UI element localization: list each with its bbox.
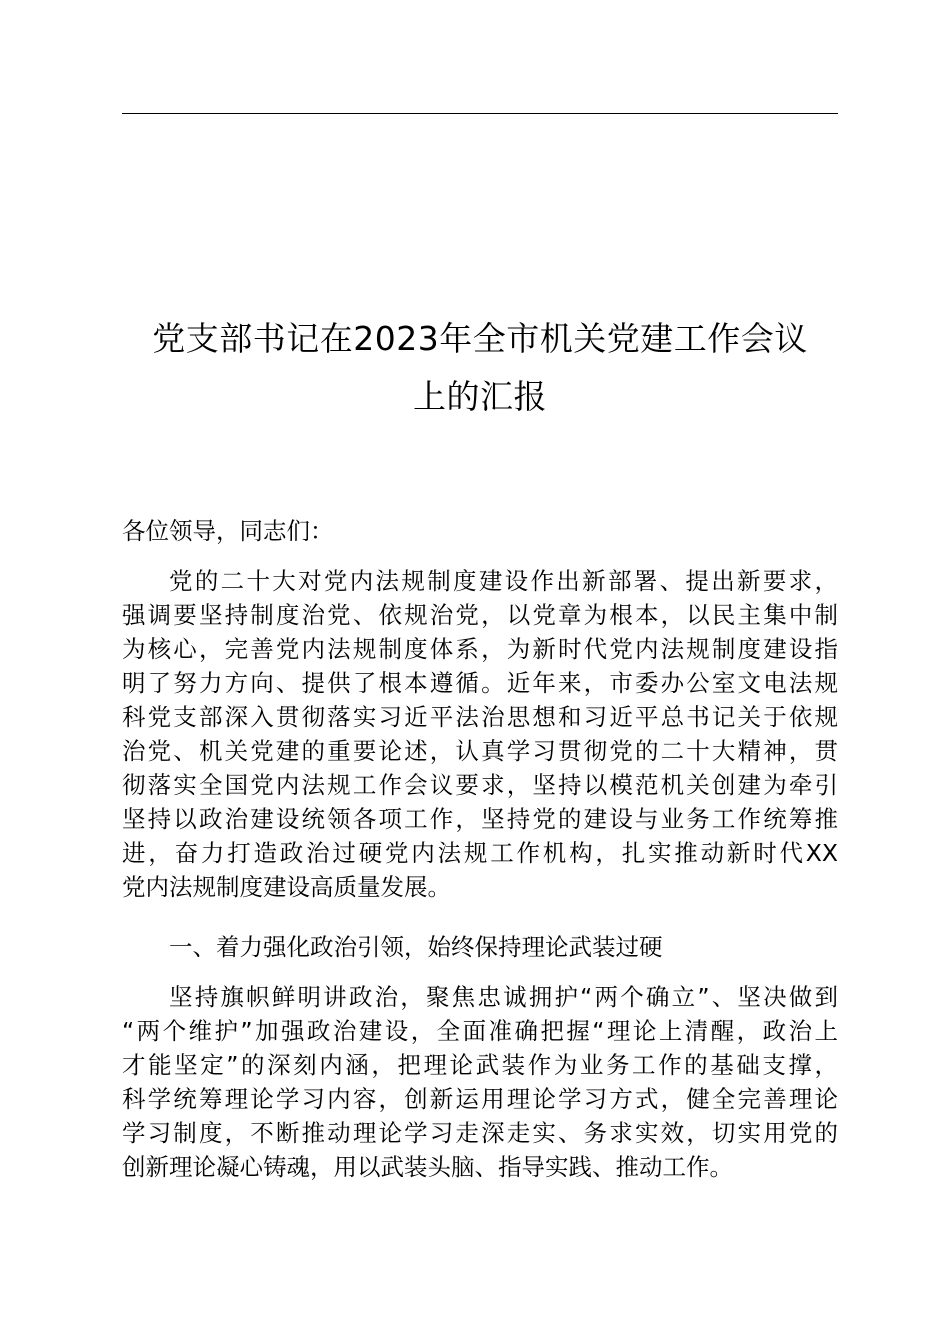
paragraph-2 <box>122 980 838 1184</box>
paragraph-line: 党的二十大对党内法规制度建设作出新部署、提出新要求， <box>169 567 838 595</box>
section-1-heading: 一、着力强化政治引领，始终保持理论武装过硬 <box>169 933 663 961</box>
paragraph-line: 创新理论凝心铸魂，用以武装头脑、指导实践、推动工作。 <box>122 1153 733 1181</box>
paragraph-line: 学习制度，不断推动理论学习走深走实、务求实效，切实用党的 <box>122 1119 838 1147</box>
paragraph-line: 科学统筹理论学习内容，创新运用理论学习方式，健全完善理论 <box>122 1085 838 1113</box>
paragraph-line: 科党支部深入贯彻落实习近平法治思想和习近平总书记关于依规 <box>122 703 838 731</box>
paragraph-line: 为核心，完善党内法规制度体系，为新时代党内法规制度建设指 <box>122 635 838 663</box>
title-line-1: 党支部书记在2023年全市机关党建工作会议 <box>152 319 808 358</box>
header-rule <box>122 113 838 114</box>
paragraph-line: 坚持以政治建设统领各项工作，坚持党的建设与业务工作统筹推 <box>122 805 838 833</box>
title-line-2: 上的汇报 <box>413 377 547 416</box>
paragraph-line: “两个维护”加强政治建设，全面准确把握“理论上清醒，政治上 <box>122 1017 838 1045</box>
paragraph-line: 明了努力方向、提供了根本遵循。近年来，市委办公室文电法规 <box>122 669 838 697</box>
salutation: 各位领导，同志们： <box>122 517 334 545</box>
paragraph-line: 才能坚定”的深刻内涵，把理论武装作为业务工作的基础支撑， <box>122 1051 838 1079</box>
paragraph-line: 彻落实全国党内法规工作会议要求，坚持以模范机关创建为牵引 <box>122 771 838 799</box>
paragraph-line: 强调要坚持制度治党、依规治党，以党章为根本，以民主集中制 <box>122 601 838 629</box>
paragraph-1 <box>122 564 838 904</box>
paragraph-line: 进，奋力打造政治过硬党内法规工作机构，扎实推动新时代XX <box>122 839 838 867</box>
paragraph-line: 治党、机关党建的重要论述，认真学习贯彻党的二十大精神，贯 <box>122 737 838 765</box>
document-title <box>110 310 850 426</box>
paragraph-line: 党内法规制度建设高质量发展。 <box>122 873 451 901</box>
paragraph-line: 坚持旗帜鲜明讲政治，聚焦忠诚拥护“两个确立”、坚决做到 <box>169 983 838 1011</box>
